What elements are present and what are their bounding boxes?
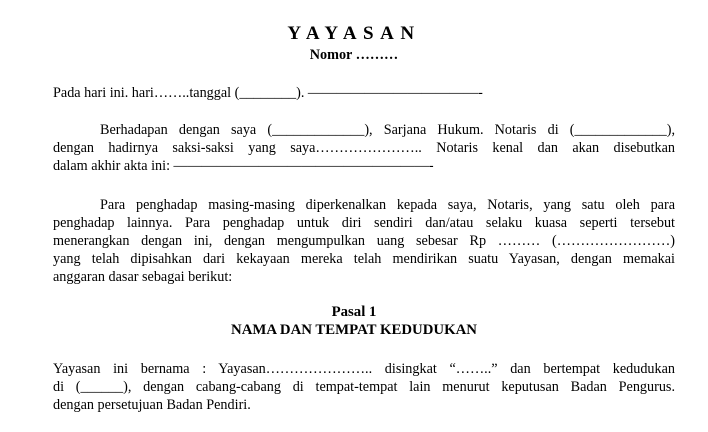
para1-line-1: Berhadapan dengan saya (_____________), Sarjana Hukum. Notaris di (_____________), bbox=[100, 122, 675, 138]
document-number: Nomor ……… bbox=[309, 47, 399, 63]
pasal-number: Pasal 1 bbox=[331, 304, 377, 320]
para2-line-1: Para penghadap masing-masing diperkenalkan kepada saya, Notaris, yang satu oleh para bbox=[100, 197, 675, 213]
document-title: YAYASAN bbox=[287, 23, 421, 44]
para3-line-1: Yayasan ini bernama : Yayasan………………….. disingkat “……..” dan bertempat kedudukan bbox=[53, 361, 675, 377]
para2-line-4: yang telah dipisahkan dari kekayaan mereka telah mendirikan suatu Yayasan, dengan memakai bbox=[53, 251, 675, 267]
para1-line-2: dengan hadirnya saksi-saksi yang saya………………….. Notaris kenal dan akan disebutkan bbox=[53, 140, 675, 156]
opening-line: Pada hari ini. hari……..tanggal (________). ————————————- bbox=[53, 85, 483, 101]
para1-line-3: dalam akhir akta ini: ——————————————————- bbox=[53, 158, 434, 174]
para2-line-5: anggaran dasar sebagai berikut: bbox=[53, 269, 233, 285]
para2-line-3: menerangkan dengan ini, dengan mengumpulkan uang sebesar Rp ……… (……………………) bbox=[53, 233, 675, 249]
para2-line-2: penghadap lainnya. Para penghadap untuk diri sendiri dan/atau selaku kuasa seperti tersebut bbox=[53, 215, 675, 231]
pasal-title: NAMA DAN TEMPAT KEDUDUKAN bbox=[231, 322, 477, 338]
para3-line-2: di (______), dengan cabang-cabang di tempat-tempat lain menurut keputusan Badan Pengurus. bbox=[53, 379, 675, 395]
para3-line-3: dengan persetujuan Badan Pendiri. bbox=[53, 397, 251, 413]
